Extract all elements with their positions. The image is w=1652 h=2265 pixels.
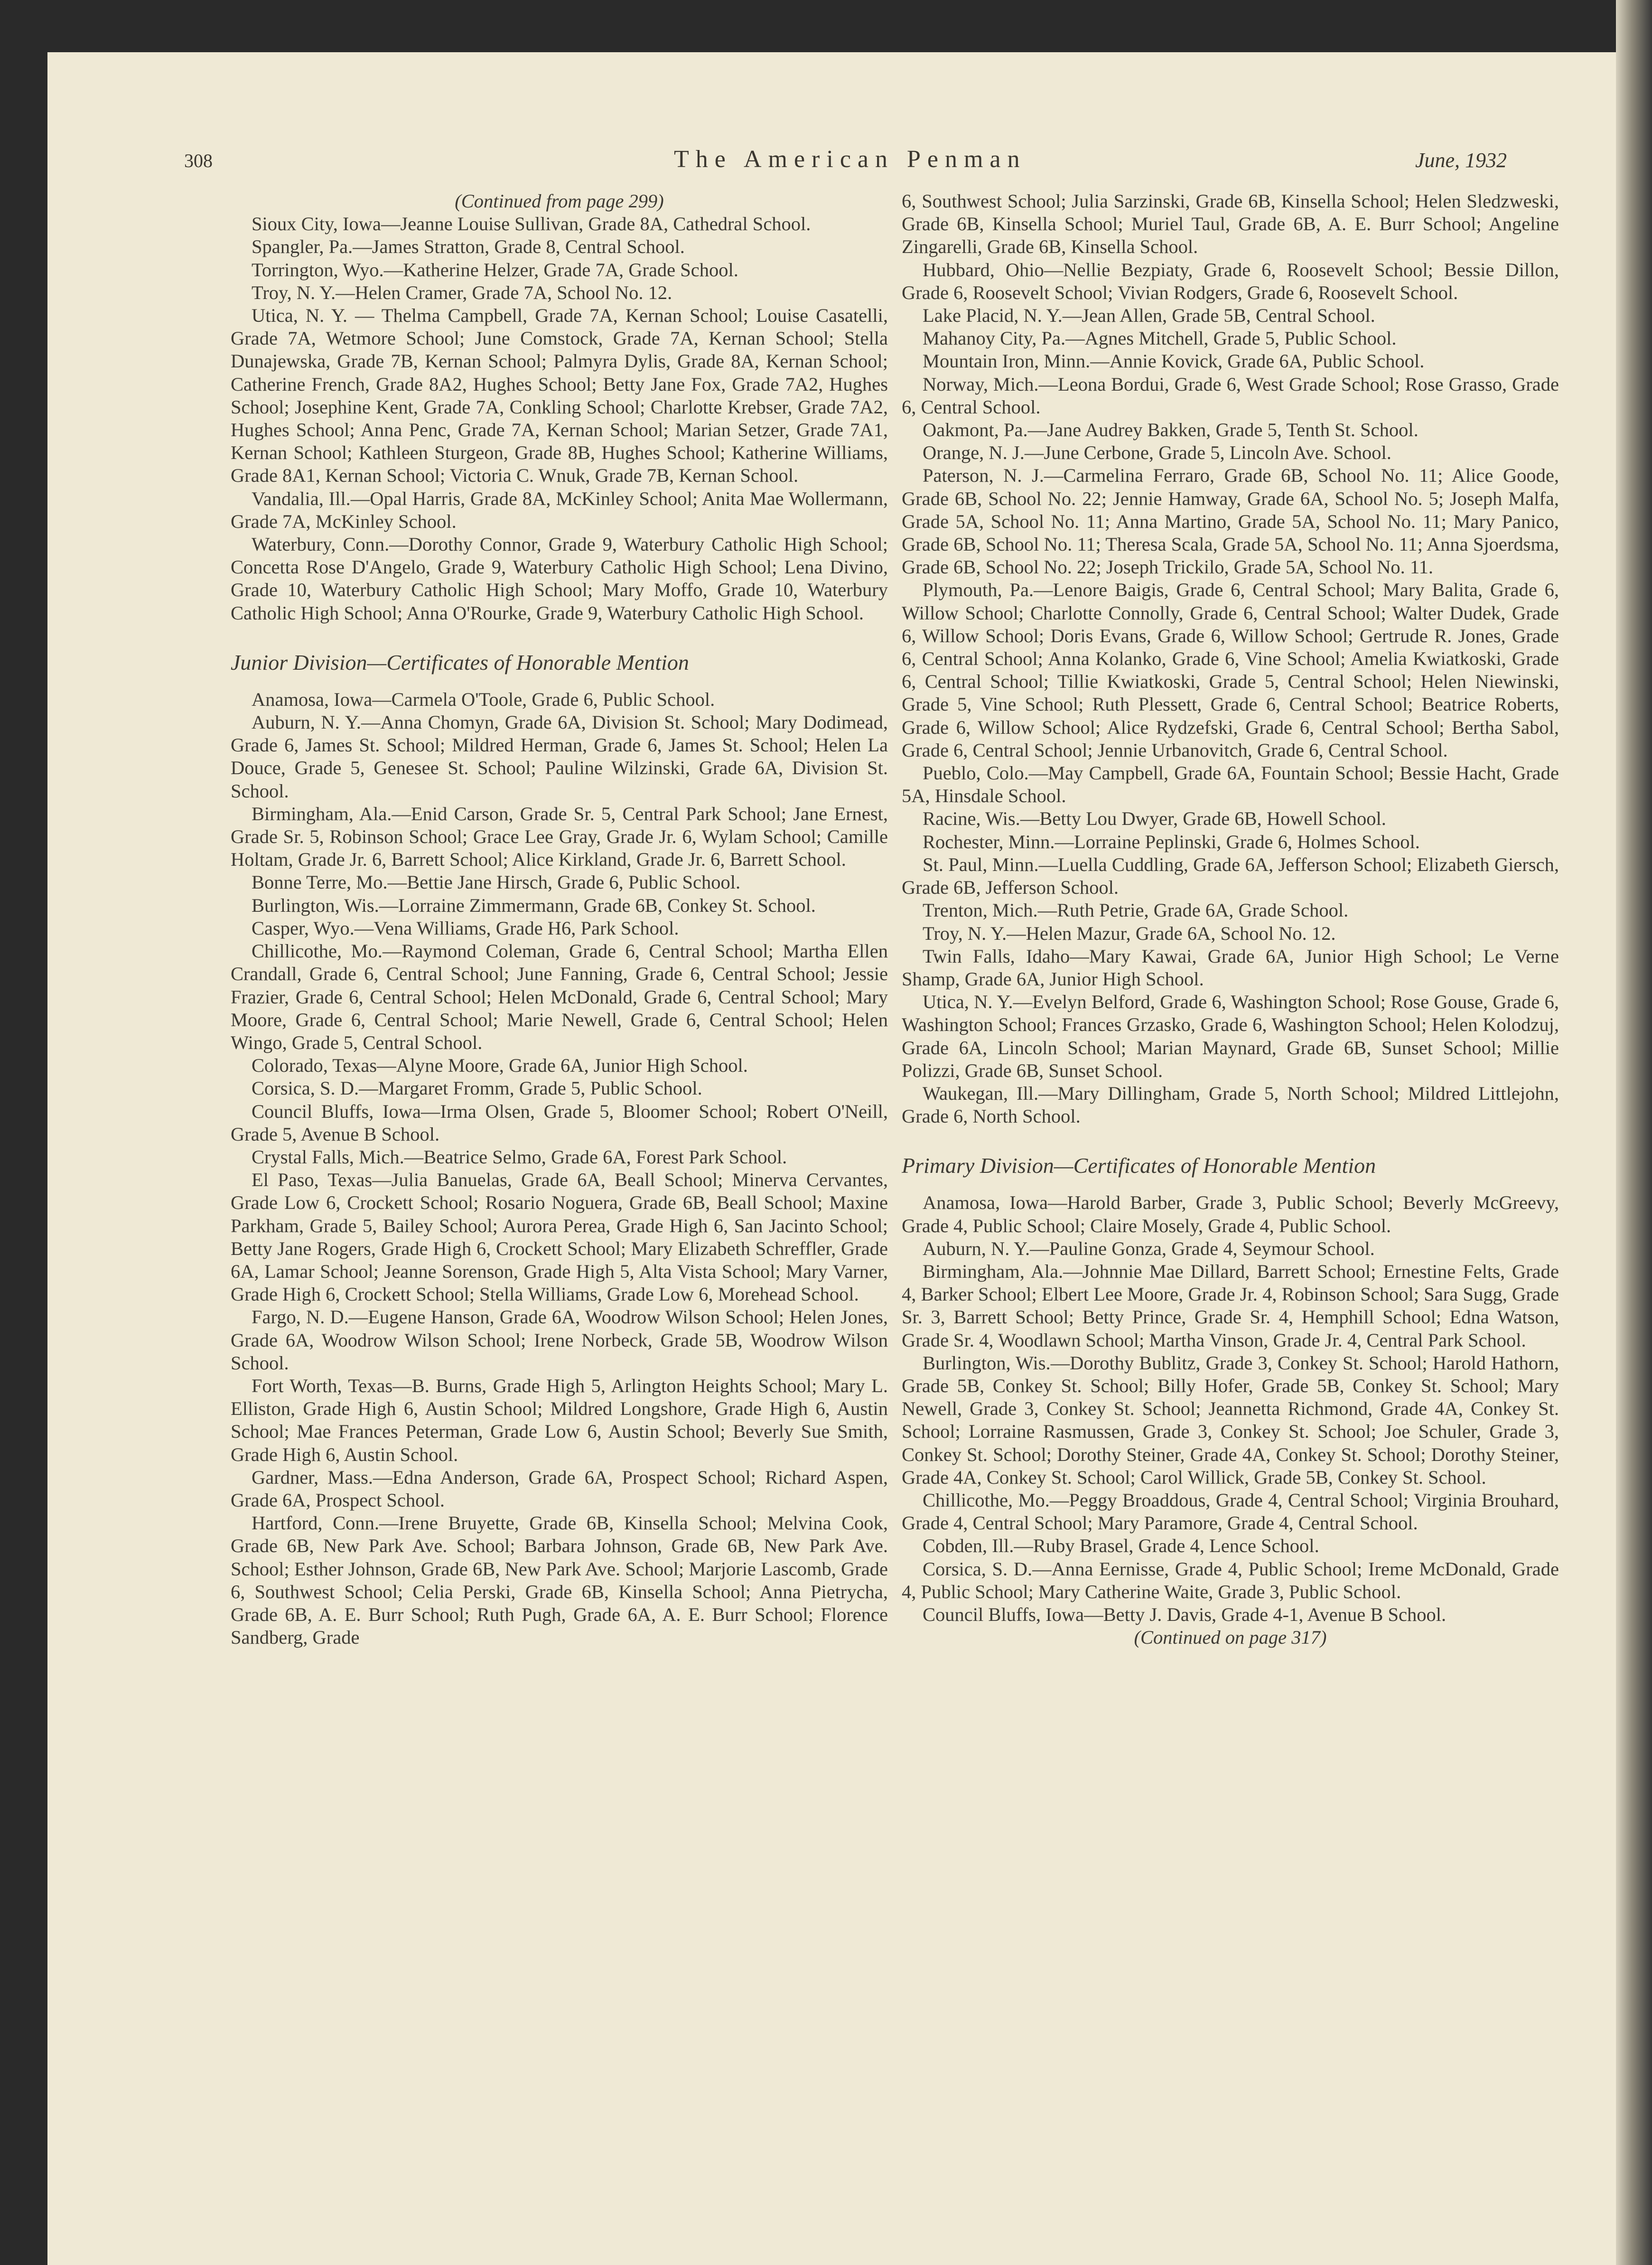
left-column xyxy=(231,190,888,1649)
entry-paragraph: Mountain Iron, Minn.—Annie Kovick, Grade 6A, Public School. xyxy=(923,350,1425,372)
entry-paragraph: Paterson, N. J.—Carmelina Ferraro, Grade 6B, School No. 11; Alice Goode, Grade 6B, School No. 22; Jennie Hamway, Grade 6A, School No. 5; Joseph Malfa, Grade 5A, School No. 11; Anna Martino, Grade 5A, School No. 11; Mary Panico, Grade 6B, School No. 11; Theresa Scala, Grade 5A, School No. 11; Anna Sjoerdsma, Grade 6B, School No. 22; Joseph Trickilo, Grade 5A, School No. 11. xyxy=(902,465,1559,578)
entry-paragraph: Hartford, Conn.—Irene Bruyette, Grade 6B, Kinsella School; Melvina Cook, Grade 6B, New Park Ave. School; Barbara Johnson, Grade 6B, New Park Ave. School; Esther Johnson, Grade 6B, New Park Ave. School; Marjorie Lascomb, Grade 6, Southwest School; Celia Perski, Grade 6B, Kinsella School; Anna Pietrycha, Grade 6B, A. E. Burr School; Ruth Pugh, Grade 6A, A. E. Burr School; Florence Sandberg, Grade xyxy=(231,1512,888,1648)
entry-paragraph: Chillicothe, Mo.—Raymond Coleman, Grade 6, Central School; Martha Ellen Crandall, Grade 6, Central School; June Fanning, Grade 6, Central School; Jessie Frazier, Grade 6, Central School; Helen McDonald, Grade 6, Central School; Mary Moore, Grade 6, Central School; Marie Newell, Grade 6, Central School; Helen Wingo, Grade 5, Central School. xyxy=(231,940,888,1053)
entry-paragraph: Burlington, Wis.—Dorothy Bublitz, Grade 3, Conkey St. School; Harold Hathorn, Grade 5B, Conkey St. School; Billy Hofer, Grade 5B, Conkey St. School; Mary Newell, Grade 3, Conkey St. School; Jeannetta Richmond, Grade 4A, Conkey St. School; Lorraine Rasmussen, Grade 3, Conkey St. School; Joe Schuler, Grade 3, Conkey St. School; Dorothy Steiner, Grade 4A, Conkey St. School; Dorothy Steiner, Grade 4A, Conkey St. School; Carol Willick, Grade 5B, Conkey St. School. xyxy=(902,1352,1559,1488)
running-title: The American Penman xyxy=(674,146,1027,173)
entry-paragraph: Casper, Wyo.—Vena Williams, Grade H6, Park School. xyxy=(252,917,679,939)
book-gutter xyxy=(1616,0,1652,2265)
entry-paragraph: Gardner, Mass.—Edna Anderson, Grade 6A, Prospect School; Richard Aspen, Grade 6A, Prospect School. xyxy=(231,1466,888,1511)
section-heading: Junior Division—Certificates of Honorable Mention xyxy=(231,650,689,674)
entry-paragraph: Trenton, Mich.—Ruth Petrie, Grade 6A, Grade School. xyxy=(923,899,1349,921)
entry-paragraph: Pueblo, Colo.—May Campbell, Grade 6A, Fountain School; Bessie Hacht, Grade 5A, Hinsdale School. xyxy=(902,762,1559,807)
entry-paragraph: Norway, Mich.—Leona Bordui, Grade 6, West Grade School; Rose Grasso, Grade 6, Central School. xyxy=(902,373,1559,418)
entry-paragraph: Corsica, S. D.—Anna Eernisse, Grade 4, Public School; Ireme McDonald, Grade 4, Public School; Mary Catherine Waite, Grade 3, Public School. xyxy=(902,1558,1559,1602)
page-number: 308 xyxy=(184,150,213,171)
entry-paragraph: Crystal Falls, Mich.—Beatrice Selmo, Grade 6A, Forest Park School. xyxy=(252,1146,787,1168)
entry-paragraph: Auburn, N. Y.—Anna Chomyn, Grade 6A, Division St. School; Mary Dodimead, Grade 6, James St. School; Mildred Herman, Grade 6, James St. School; Helen La Douce, Grade 5, Genesee St. School; Pauline Wilzinski, Grade 6A, Division St. School. xyxy=(231,711,888,802)
entry-paragraph: Mahanoy City, Pa.—Agnes Mitchell, Grade 5, Public School. xyxy=(923,328,1397,349)
entry-paragraph: Auburn, N. Y.—Pauline Gonza, Grade 4, Seymour School. xyxy=(923,1237,1375,1259)
entry-paragraph: Rochester, Minn.—Lorraine Peplinski, Grade 6, Holmes School. xyxy=(923,831,1420,852)
entry-paragraph: Utica, N. Y. — Thelma Campbell, Grade 7A, Kernan School; Louise Casatelli, Grade 7A, Wetmore School; June Comstock, Grade 7A, Kernan School; Stella Dunajewska, Grade 7B, Kernan School; Palmyra Dylis, Grade 8A, Kernan School; Catherine French, Grade 8A2, Hughes School; Betty Jane Fox, Grade 7A2, Hughes School; Josephine Kent, Grade 7A, Conkling School; Charlotte Krebser, Grade 7A2, Hughes School; Anna Penc, Grade 7A, Kernan School; Marian Setzer, Grade 7A1, Kernan School; Kathleen Sturgeon, Grade 8B, Hughes School; Katherine Williams, Grade 8A1, Kernan School; Victoria C. Wnuk, Grade 7B, Kernan School. xyxy=(231,305,888,487)
entry-paragraph: Plymouth, Pa.—Lenore Baigis, Grade 6, Central School; Mary Balita, Grade 6, Willow School; Charlotte Connolly, Grade 6, Central School; Walter Dudek, Grade 6, Willow School; Doris Evans, Grade 6, Willow School; Gertrude R. Jones, Grade 6, Central School; Anna Kolanko, Grade 6, Vine School; Amelia Kwiatkoski, Grade 6, Central School; Tillie Kwiatkoski, Grade 5, Central School; Helen Niewinski, Grade 5, Vine School; Ruth Plessett, Grade 6, Central School; Beatrice Roberts, Grade 6, Willow School; Alice Rydzefski, Grade 6, Central School; Bertha Sabol, Grade 6, Central School; Jennie Urbanovitch, Grade 6, Central School. xyxy=(902,579,1559,761)
entry-paragraph: Bonne Terre, Mo.—Bettie Jane Hirsch, Grade 6, Public School. xyxy=(252,871,741,893)
entry-paragraph: Orange, N. J.—June Cerbone, Grade 5, Lincoln Ave. School. xyxy=(923,442,1391,464)
entry-paragraph: Vandalia, Ill.—Opal Harris, Grade 8A, McKinley School; Anita Mae Wollermann, Grade 7A, McKinley School. xyxy=(231,487,888,532)
entry-paragraph: Twin Falls, Idaho—Mary Kawai, Grade 6A, Junior High School; Le Verne Shamp, Grade 6A, Junior High School. xyxy=(902,945,1559,990)
entry-paragraph: Anamosa, Iowa—Harold Barber, Grade 3, Public School; Beverly McGreevy, Grade 4, Public School; Claire Mosely, Grade 4, Public School. xyxy=(902,1192,1559,1236)
entry-paragraph: Troy, N. Y.—Helen Mazur, Grade 6A, School No. 12. xyxy=(923,922,1336,944)
entry-paragraph: Spangler, Pa.—James Stratton, Grade 8, Central School. xyxy=(252,236,685,258)
right-column xyxy=(902,190,1559,1649)
entry-paragraph: Utica, N. Y.—Evelyn Belford, Grade 6, Washington School; Rose Gouse, Grade 6, Washington School; Frances Grzasko, Grade 6, Washington School; Helen Kolodzuj, Grade 6A, Lincoln School; Marian Maynard, Grade 6B, Sunset School; Millie Polizzi, Grade 6B, Sunset School. xyxy=(902,991,1559,1081)
entry-paragraph: Council Bluffs, Iowa—Betty J. Davis, Grade 4-1, Avenue B School. xyxy=(923,1603,1447,1625)
entry-paragraph: Oakmont, Pa.—Jane Audrey Bakken, Grade 5, Tenth St. School. xyxy=(923,419,1419,441)
entry-paragraph: Anamosa, Iowa—Carmela O'Toole, Grade 6, Public School. xyxy=(252,688,715,710)
issue-date: June, 1932 xyxy=(1415,149,1507,172)
entry-paragraph: Lake Placid, N. Y.—Jean Allen, Grade 5B, Central School. xyxy=(923,305,1375,327)
entry-paragraph: Racine, Wis.—Betty Lou Dwyer, Grade 6B, Howell School. xyxy=(923,808,1386,830)
entry-paragraph: Hubbard, Ohio—Nellie Bezpiaty, Grade 6, Roosevelt School; Bessie Dillon, Grade 6, Roosevelt School; Vivian Rodgers, Grade 6, Roosevelt School. xyxy=(902,259,1559,303)
entry-paragraph: Cobden, Ill.—Ruby Brasel, Grade 4, Lence School. xyxy=(923,1535,1319,1557)
entry-paragraph: Chillicothe, Mo.—Peggy Broaddous, Grade 4, Central School; Virginia Brouhard, Grade 4, Central School; Mary Paramore, Grade 4, Central School. xyxy=(902,1489,1559,1534)
entry-paragraph: 6, Southwest School; Julia Sarzinski, Grade 6B, Kinsella School; Helen Sledzweski, Grade 6B, Kinsella School; Muriel Taul, Grade 6B, A. E. Burr School; Angeline Zingarelli, Grade 6B, Kinsella School. xyxy=(902,190,1559,258)
section-heading: Primary Division—Certificates of Honorable Mention xyxy=(902,1153,1376,1178)
entry-paragraph: Birmingham, Ala.—Johnnie Mae Dillard, Barrett School; Ernestine Felts, Grade 4, Barker School; Elbert Lee Moore, Grade Jr. 4, Robinson School; Sara Sugg, Grade Sr. 3, Barrett School; Betty Prince, Grade Sr. 4, Hemphill School; Edna Watson, Grade Sr. 4, Woodlawn School; Martha Vinson, Grade Jr. 4, Central Park School. xyxy=(902,1260,1559,1351)
entry-paragraph: El Paso, Texas—Julia Banuelas, Grade 6A, Beall School; Minerva Cervantes, Grade Low 6, Crockett School; Rosario Noguera, Grade 6B, Beall School; Maxine Parkham, Grade 5, Bailey School; Aurora Perea, Grade High 6, San Jacinto School; Betty Jane Rogers, Grade High 6, Crockett School; Mary Elizabeth Schreffler, Grade 6A, Lamar School; Jeanne Sorenson, Grade High 5, Alta Vista School; Mary Varner, Grade High 6, Crockett School; Stella Williams, Grade Low 6, Morehead School. xyxy=(231,1169,888,1305)
entry-paragraph: Birmingham, Ala.—Enid Carson, Grade Sr. 5, Central Park School; Jane Ernest, Grade Sr. 5, Robinson School; Grace Lee Gray, Grade Jr. 6, Wylam School; Camille Holtam, Grade Jr. 6, Barrett School; Alice Kirkland, Grade Jr. 6, Barrett School. xyxy=(231,803,888,870)
entry-paragraph: Torrington, Wyo.—Katherine Helzer, Grade 7A, Grade School. xyxy=(252,259,738,281)
entry-paragraph: Sioux City, Iowa—Jeanne Louise Sullivan, Grade 8A, Cathedral School. xyxy=(252,213,811,235)
entry-paragraph: Burlington, Wis.—Lorraine Zimmermann, Grade 6B, Conkey St. School. xyxy=(252,894,816,916)
continuation-note: (Continued on page 317) xyxy=(1134,1627,1327,1648)
entry-paragraph: Corsica, S. D.—Margaret Fromm, Grade 5, Public School. xyxy=(252,1077,702,1099)
entry-paragraph: Fort Worth, Texas—B. Burns, Grade High 5, Arlington Heights School; Mary L. Elliston, Grade High 6, Austin School; Mildred Longshore, Grade High 6, Austin School; Mae Frances Peterman, Grade Low 6, Austin School; Beverly Sue Smith, Grade High 6, Austin School. xyxy=(231,1375,888,1465)
entry-paragraph: Council Bluffs, Iowa—Irma Olsen, Grade 5, Bloomer School; Robert O'Neill, Grade 5, Avenue B School. xyxy=(231,1100,888,1145)
entry-paragraph: St. Paul, Minn.—Luella Cuddling, Grade 6A, Jefferson School; Elizabeth Giersch, Grade 6B, Jefferson School. xyxy=(902,853,1559,899)
entry-paragraph: Waterbury, Conn.—Dorothy Connor, Grade 9, Waterbury Catholic High School; Concetta Rose D'Angelo, Grade 9, Waterbury Catholic High School; Lena Divino, Grade 10, Waterbury Catholic High School; Mary Moffo, Grade 10, Waterbury Catholic High School; Anna O'Rourke, Grade 9, Waterbury Catholic High School. xyxy=(231,533,888,624)
continuation-note: (Continued from page 299) xyxy=(455,190,664,212)
entry-paragraph: Colorado, Texas—Alyne Moore, Grade 6A, Junior High School. xyxy=(252,1055,748,1076)
entry-paragraph: Troy, N. Y.—Helen Cramer, Grade 7A, School No. 12. xyxy=(252,281,672,303)
entry-paragraph: Fargo, N. D.—Eugene Hanson, Grade 6A, Woodrow Wilson School; Helen Jones, Grade 6A, Woodrow Wilson School; Irene Norbeck, Grade 5B, Woodrow Wilson School. xyxy=(231,1306,888,1374)
entry-paragraph: Waukegan, Ill.—Mary Dillingham, Grade 5, North School; Mildred Littlejohn, Grade 6, North School. xyxy=(902,1082,1559,1127)
